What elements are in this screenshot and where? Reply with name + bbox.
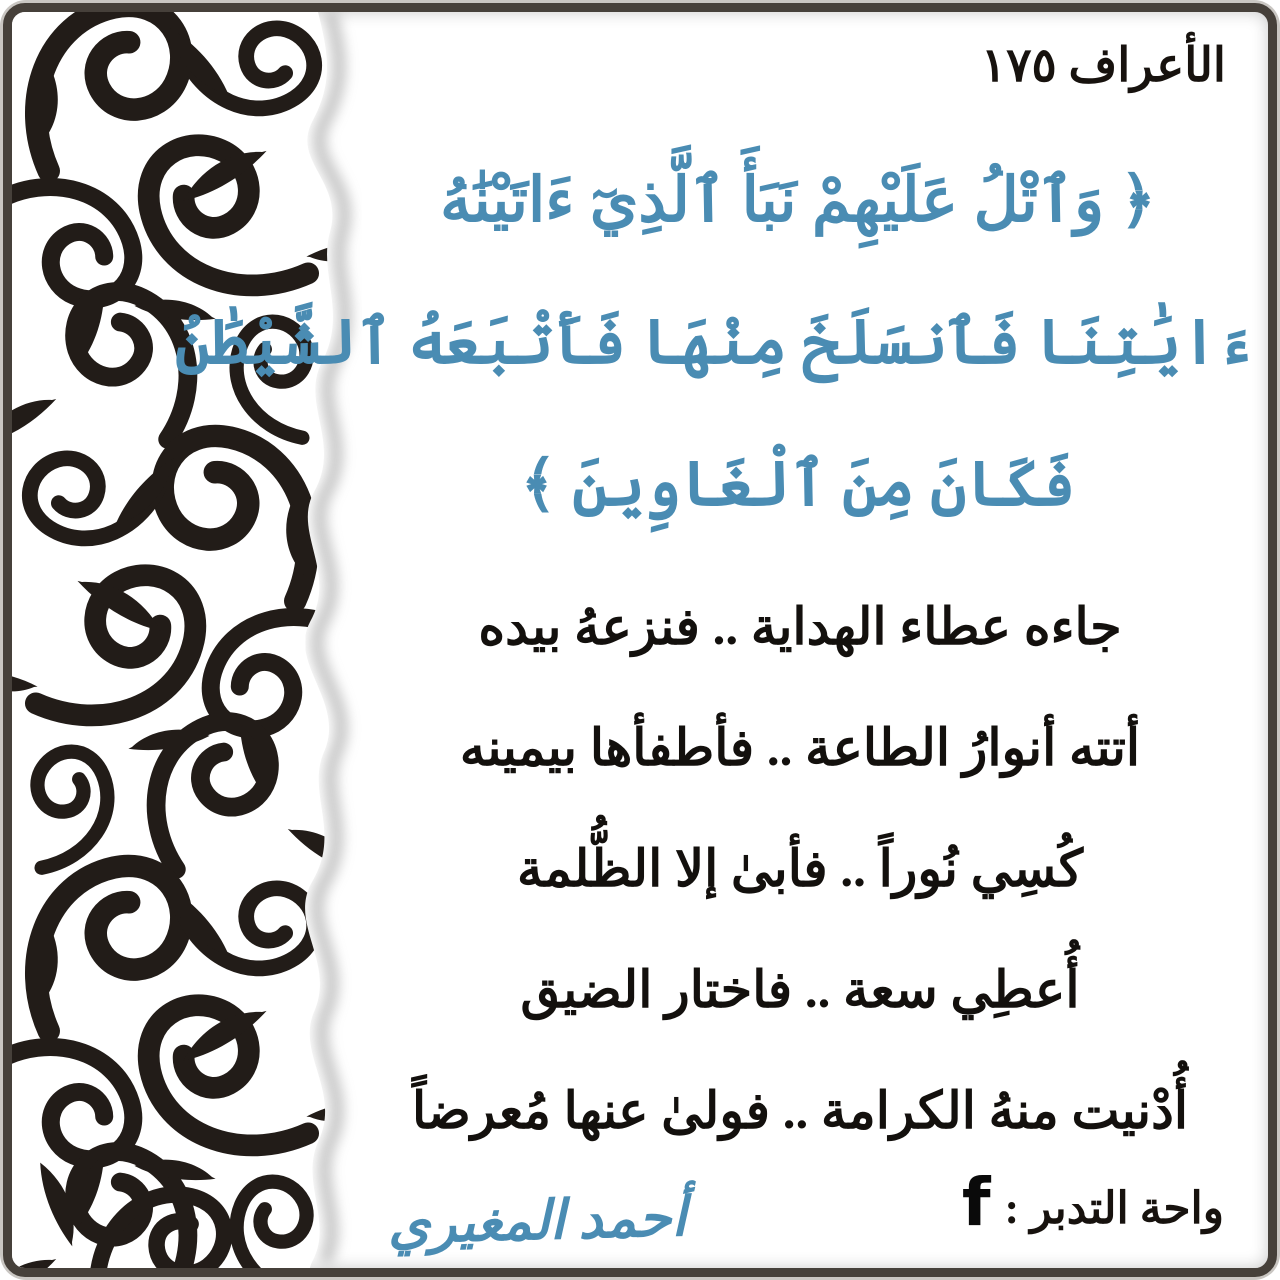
verse-block — [174, 130, 1254, 556]
commentary-line-2: أتته أنوارُ الطاعة .. فأطفأها بيمينه — [459, 721, 1141, 777]
facebook-icon: f — [961, 1163, 991, 1241]
damask-pattern — [12, 12, 392, 1274]
verse-line-1: ﴿ وَٱتْلُ عَلَيْهِمْ نَبَأَ ٱلَّذِيٓ ءَاتَيْنَٰهُ — [440, 167, 1156, 235]
commentary-block — [342, 568, 1258, 1173]
commentary-line-5: أُدْنيت منهُ الكرامة .. فولىٰ عنها مُعرضاً — [412, 1084, 1188, 1140]
author-signature: أحمد المغيري — [387, 1187, 688, 1255]
surah-reference: الأعراف ١٧٥ — [981, 40, 1226, 92]
page-name-label: واحة التدبر : — [1004, 1184, 1224, 1233]
commentary-line-1: جاءه عطاء الهداية .. فنزعهُ بيده — [478, 600, 1122, 656]
poster-background — [3, 3, 1277, 1277]
verse-line-3: فَكَانَ مِنَ ٱلْغَاوِينَ ﴾ — [520, 451, 1076, 519]
commentary-line-4: أُعطِي سعة .. فاختار الضيق — [520, 963, 1080, 1019]
commentary-line-3: كُسِي نُوراً .. فأبىٰ إلا الظُّلمة — [516, 842, 1083, 898]
verse-line-2: ءَايَٰتِنَا فَٱنسَلَخَ مِنْهَا فَأَتْبَعَهُ ٱلشَّيْطَٰنُ — [174, 309, 1254, 377]
footer-brand — [961, 1163, 1224, 1241]
